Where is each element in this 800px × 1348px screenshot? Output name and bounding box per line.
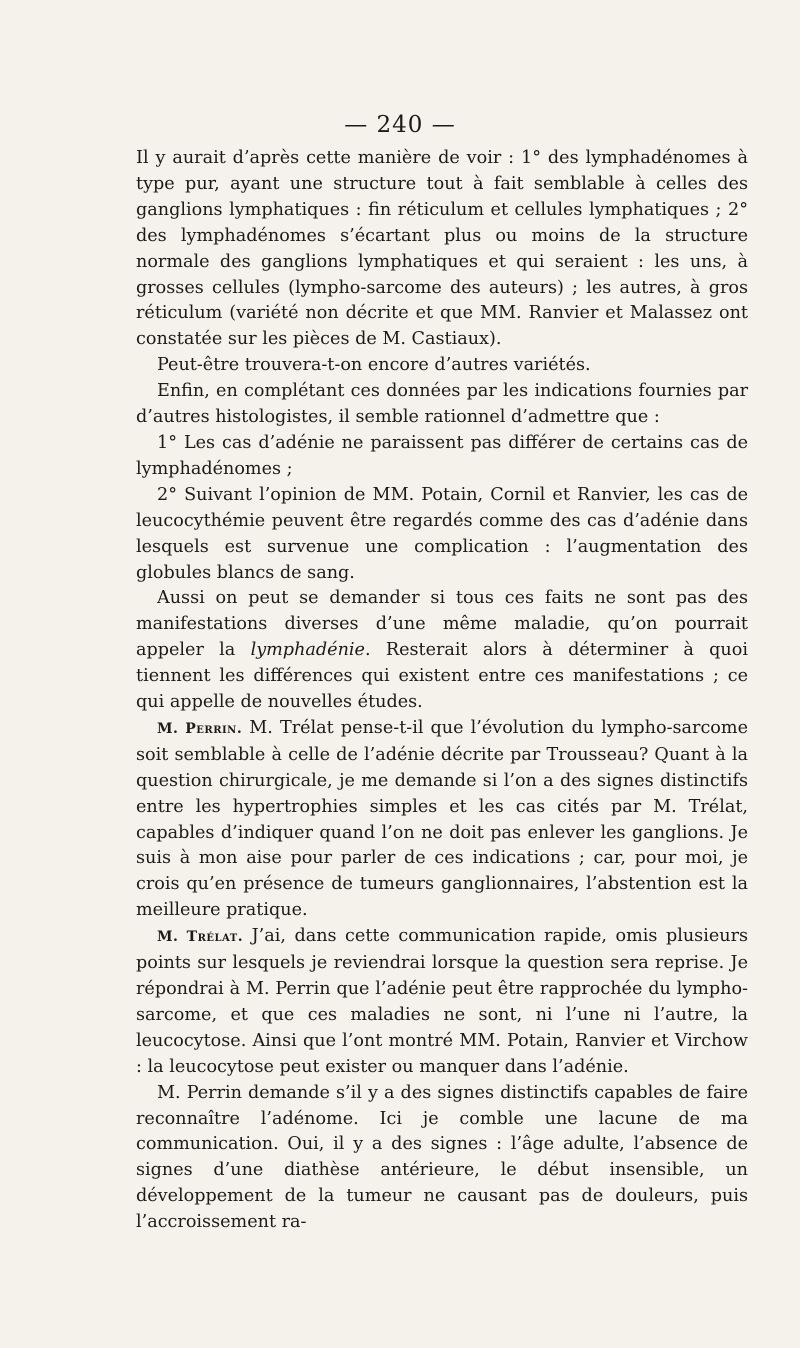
page-number: — 240 —: [344, 112, 456, 138]
body-text: [136, 146, 748, 1236]
paragraph: Enfin, en complétant ces données par les indications fournies par d’autres histologistes, il semble rationnel d’admettre que :: [136, 381, 748, 428]
paragraph: [136, 924, 748, 1080]
speaker-name: M. Perrin.: [157, 720, 243, 737]
paragraph: Il y aurait d’après cette manière de voir : 1° des lymphadénomes à type pur, ayant une structure tout à fait semblable à celles des ganglions lymphatiques : fin réticulum et cellules lymphatiques ; 2° des lymphadénomes s’écartant plus ou moins de la structure normale des ganglions lymphatiques et qui seraient : les uns, à grosses cellules (lympho-sarcome des auteurs) ; les autres, à gros réticulum (variété non décrite et que MM. Ranvier et Malassez ont constatée sur les pièces de M. Castiaux).: [136, 148, 748, 350]
speaker-name: M. Trélat.: [157, 929, 244, 946]
paragraph: [136, 586, 748, 716]
italic-term: lymphadénie: [250, 640, 365, 661]
paragraph-text: J’ai, dans cette communication rapide, omis plusieurs points sur lesquels je reviendrai lorsque la question sera reprise. Je répondrai à M. Perrin que l’adénie peut être rapprochée du lympho-sarcome, et que ces maladies ne sont, ni l’une ni l’autre, la leucocytose. Ainsi que l’ont montré MM. Potain, Ranvier et Virchow : la leucocytose peut exister ou manquer dans l’adénie.: [136, 926, 749, 1077]
paragraph-text: Aussi on peut se demander si tous ces faits ne sont pas des manifestations diverses d’une même maladie, qu’on pourrait appeler la: [136, 588, 748, 661]
paragraph-text: M. Trélat pense-t-il que l’évolution du lympho-sarcome soit semblable à celle de l’adénie décrite par Trousseau? Quant à la question chirurgicale, je me demande si l’on a des signes distinctifs entre les hypertrophies simples et les cas cités par M. Trélat, capables d’indiquer quand l’on ne doit pas enlever les ganglions. Je suis à mon aise pour parler de ces indications ; car, pour moi, je crois qu’en présence de tumeurs ganglionnaires, l’abstention est la meilleure pratique.: [136, 717, 748, 921]
paragraph: [136, 716, 748, 924]
paragraph: Peut-être trouvera-t-on encore d’autres variétés.: [157, 355, 591, 376]
paragraph-text: . Resterait alors à déterminer à quoi tiennent les différences qui existent entre ces manifestations ; ce qui appelle de nouvelles études.: [136, 640, 748, 713]
paragraph: M. Perrin demande s’il y a des signes distinctifs capables de faire reconnaître l’adénome. Ici je comble une lacune de ma communication. Oui, il y a des signes : l’âge adulte, l’absence de signes d’une diathèse antérieure, le début insensible, un développement de la tumeur ne causant pas de douleurs, puis l’accroissement ra-: [136, 1082, 748, 1233]
paragraph: 2° Suivant l’opinion de MM. Potain, Cornil et Ranvier, les cas de leucocythémie peuvent être regardés comme des cas d’adénie dans lesquels est survenue une complication : l’augmentation des globules blancs de sang.: [136, 484, 748, 583]
paragraph: 1° Les cas d’adénie ne paraissent pas différer de certains cas de lymphadénomes ;: [136, 432, 748, 479]
